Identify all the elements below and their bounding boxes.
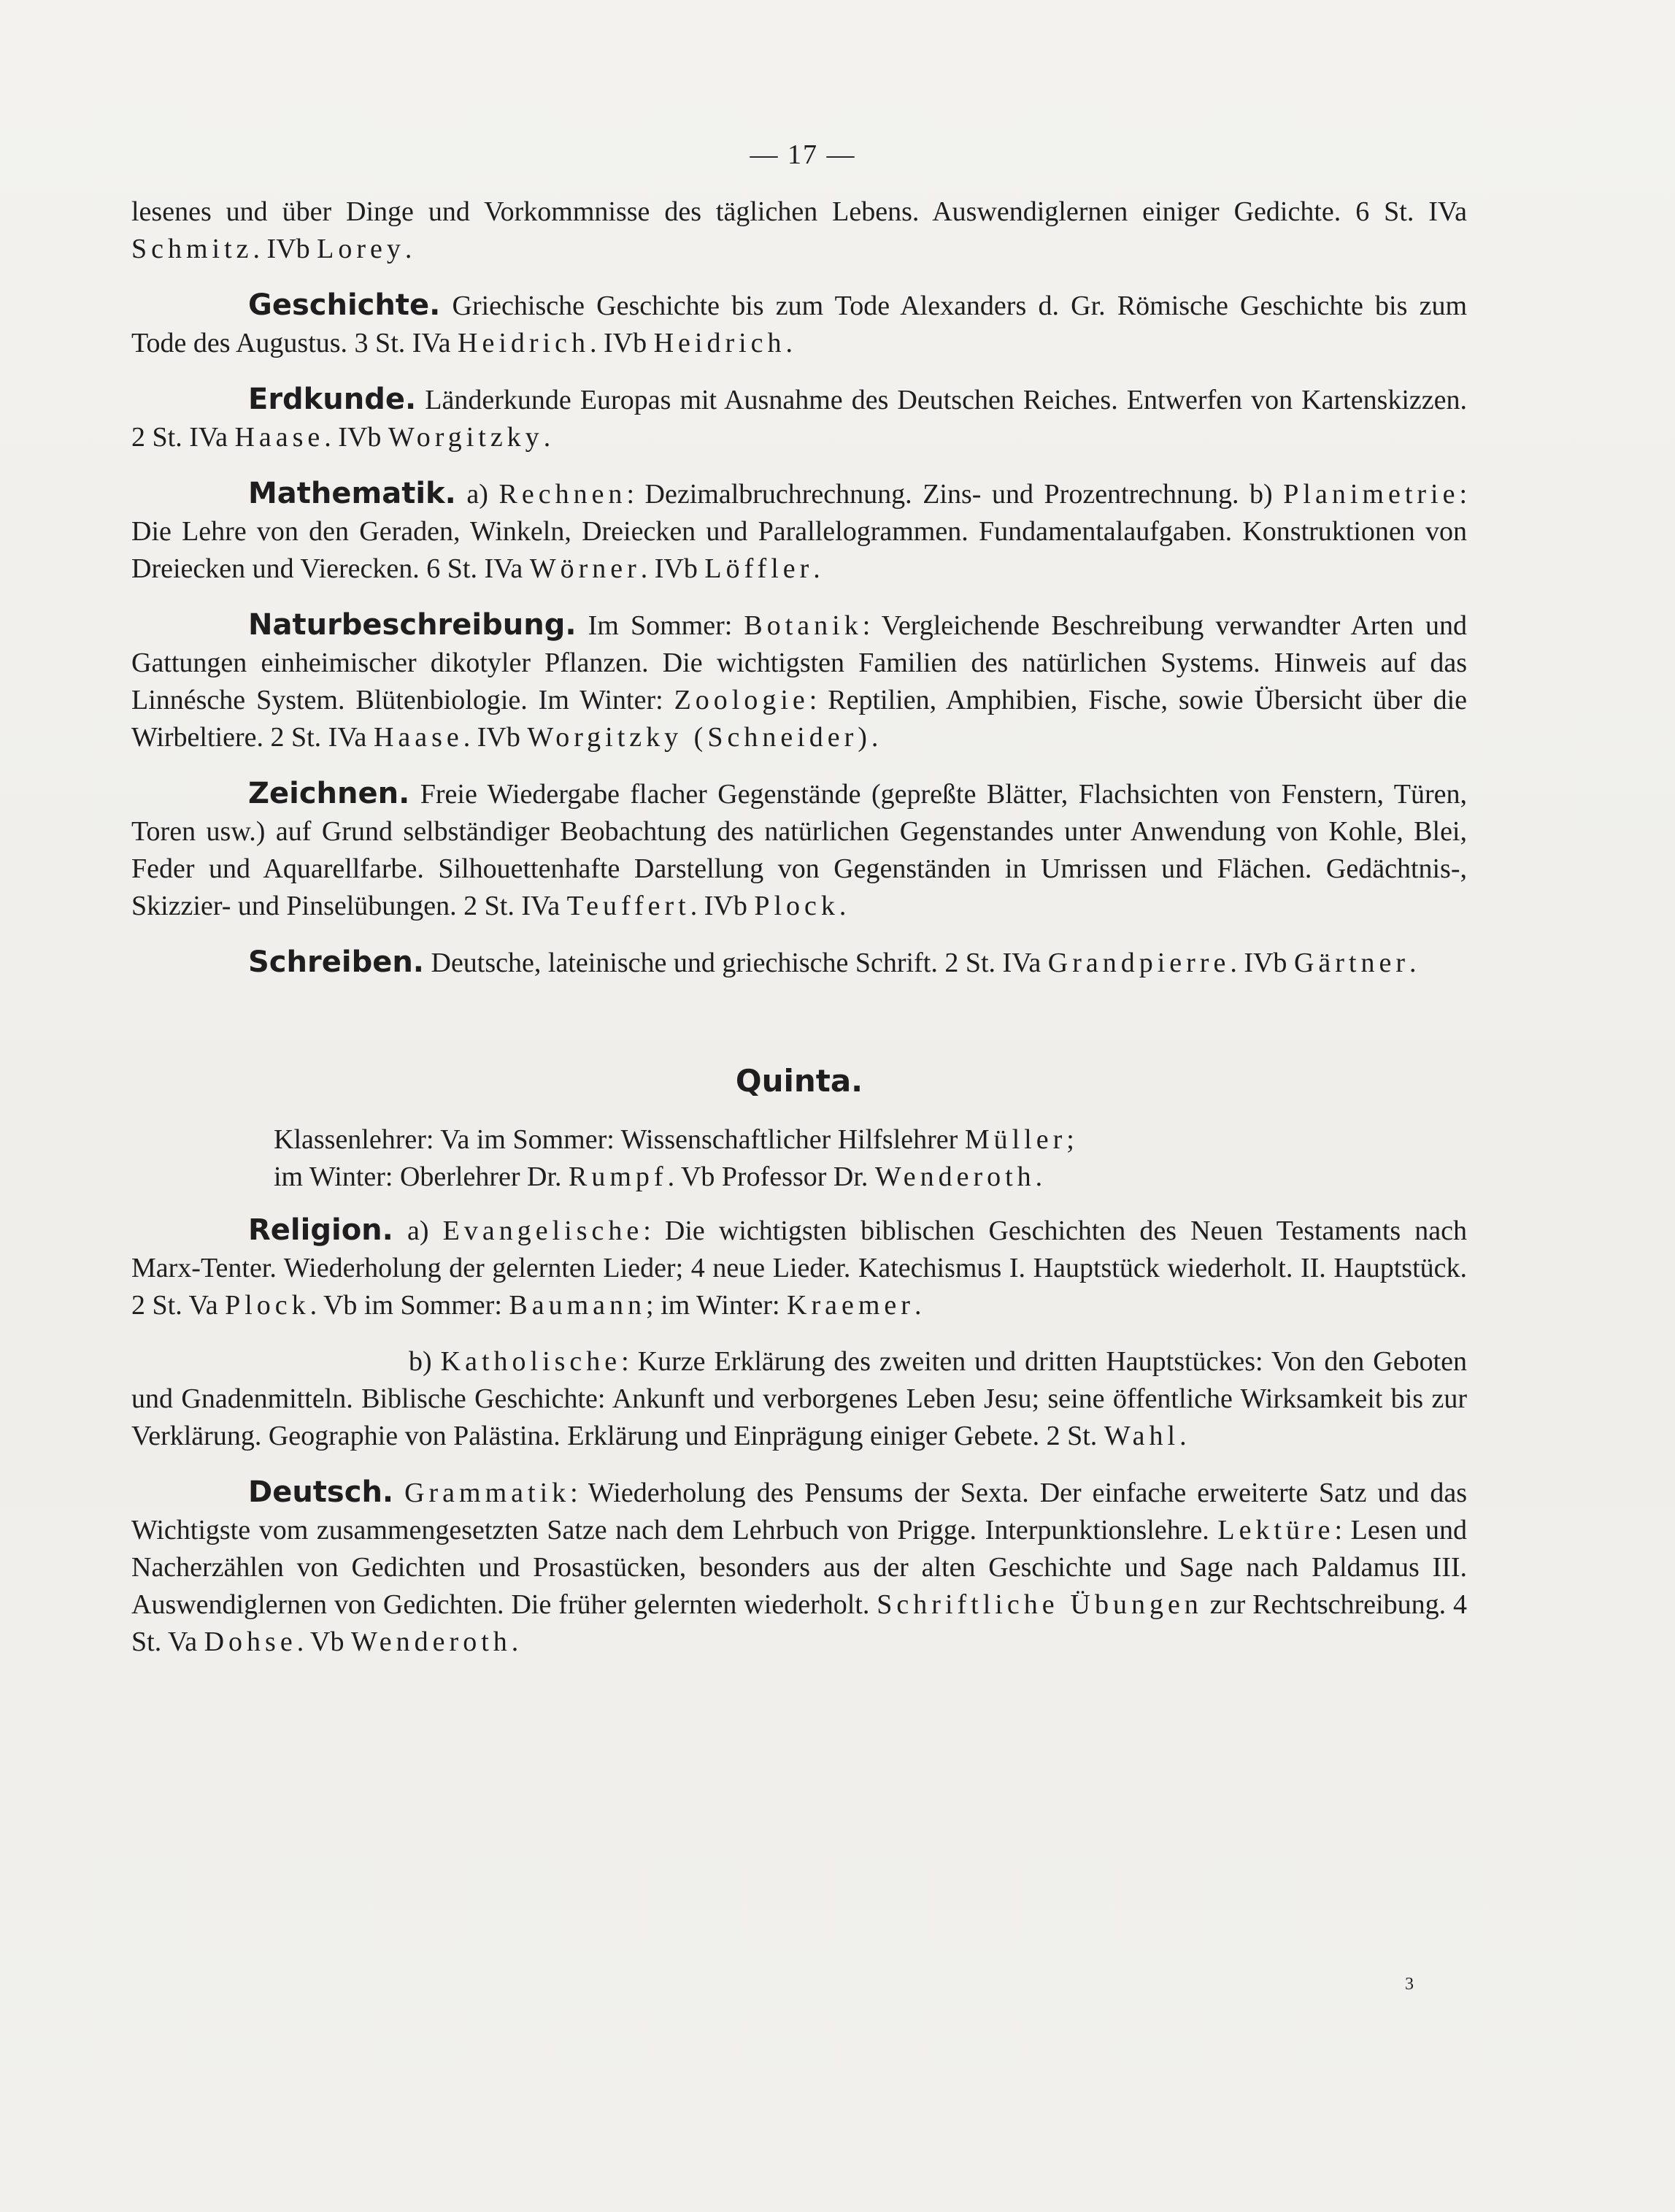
text: . Vb Professor Dr. — [667, 1161, 869, 1192]
teacher-name: Grandpierre — [1047, 948, 1231, 978]
text: im Winter: Oberlehrer Dr. — [274, 1161, 562, 1192]
teacher-name: Löffler — [704, 553, 814, 584]
teacher-name: Dohse — [204, 1627, 297, 1657]
text: . — [404, 234, 412, 264]
text: Klassenlehrer: Va im Sommer: Wissenschaftlicher Hilfslehrer — [274, 1124, 958, 1155]
section-title-quinta: Quinta. — [735, 1063, 863, 1099]
subject-heading: Mathematik. — [248, 477, 456, 510]
text: . IVb — [1230, 948, 1287, 978]
topic-term: Planimetrie — [1283, 479, 1460, 510]
paragraph-erdkunde — [131, 381, 1467, 456]
teacher-name: Plock — [754, 891, 839, 921]
text: a) — [407, 1216, 429, 1246]
subject-heading: Naturbeschreibung. — [248, 608, 577, 642]
text: Griechische Geschichte bis zum Tode Alexanders d. Gr. Römische Geschichte bis zum Tode des Augustus. 3 St. IVa — [131, 291, 1467, 358]
text: : Kurze Erklärung des zweiten und dritten Hauptstückes: Von den Geboten und Gnadenmitteln. Biblische Geschichte: Ankunft und verborgenes Leben Jesu; seine öffentliche Wirksamkeit bis zur Verklärung. Geographie von Palästina. Erklärung und Einprägung einiger Gebete. 2 St. — [131, 1346, 1467, 1451]
signature-mark: 3 — [1405, 1975, 1414, 1994]
teacher-name: Baumann — [509, 1290, 647, 1321]
teacher-name: Teuffert — [566, 891, 690, 921]
text: : Die Lehre von den Geraden, Winkeln, Dreiecken und Parallelogrammen. Fundamentalaufgaben. Konstruktionen von Dreiecken und Vierecken. 6 St. IVa — [131, 479, 1468, 584]
teacher-name: Schmitz — [131, 234, 253, 264]
text: . IVb — [324, 422, 382, 453]
subject-heading: Deutsch. — [248, 1475, 394, 1509]
text: . — [839, 891, 847, 921]
teacher-name: Wenderoth — [874, 1161, 1036, 1192]
paragraph-deutsch — [131, 1474, 1467, 1661]
text: zur Rechtschreibung. 4 St. Va — [131, 1589, 1468, 1657]
text: . IVb — [690, 891, 747, 921]
paragraph-continuation — [131, 193, 1467, 268]
subject-heading: Geschichte. — [248, 288, 441, 322]
text: . IVb — [463, 722, 520, 753]
text: . IVb — [640, 553, 698, 584]
topic-term: Evangelische — [442, 1216, 644, 1246]
text: ; im Winter: — [646, 1290, 780, 1321]
text: : Dezimalbruchrechnung. Zins- und Prozentrechnung. b) — [626, 479, 1273, 510]
text: Länderkunde Europas mit Ausnahme des Deutschen Reiches. Entwerfen von Kartenskizzen. 2 St. IVa — [131, 385, 1468, 453]
paragraph-mathematik — [131, 475, 1467, 588]
text: : Reptilien, Amphibien, Fische, sowie Übersicht über die Wirbeltiere. 2 St. IVa — [131, 685, 1467, 753]
text: b) — [409, 1346, 432, 1377]
text: Freie Wiedergabe flacher Gegenstände (gepreßte Blätter, Flachsichten von Fenstern, Türen, Toren usw.) auf Grund selbständiger Beobachtung des natürlichen Gegenstandes unter Anwendung von Kohle, Blei, Feder und Aquarellfarbe. Silhouettenhafte Darstellung von Gegenständen in Umrissen und Flächen. Gedächtnis-, Skizzier- und Pinselübungen. 2 St. IVa — [131, 779, 1468, 921]
page-number: — 17 — — [750, 139, 856, 170]
paragraph-zeichnen — [131, 775, 1467, 925]
text: . — [1409, 948, 1417, 978]
class-teachers-line — [274, 1159, 1467, 1196]
teacher-name: Kraemer — [787, 1290, 914, 1321]
text: . — [813, 553, 820, 584]
page-content — [131, 193, 1467, 1680]
text: a) — [466, 479, 488, 510]
paragraph-naturbeschreibung — [131, 607, 1467, 756]
text: . — [543, 422, 551, 453]
text: : Lesen und Nacherzählen von Gedichten und Prosastücken, besonders aus der alten Geschichte und Sage nach Paldamus III. Auswendiglernen von Gedichten. Die früher gelernten wiederholt. — [131, 1515, 1468, 1620]
text: : Vergleichende Beschreibung verwandter Arten und Gattungen einheimischer dikotyler Pflanzen. Die wichtigsten Familien des natürlichen Systems. Hinweis auf das Linnésche System. Blütenbiologie. Im Winter: — [131, 610, 1468, 715]
text: : Die wichtigsten biblischen Geschichten des Neuen Testaments nach Marx-Tenter. Wiederholung der gelernten Lieder; 4 neue Lieder. Katechismus I. Hauptstück wiederholt. II. Hauptstück. 2 St. Va — [131, 1216, 1468, 1321]
text: . IVb — [589, 328, 647, 358]
teacher-name: Wörner — [529, 553, 641, 584]
teacher-name: Haase — [373, 722, 463, 753]
teacher-name: Worgitzky (Schneider) — [527, 722, 871, 753]
subject-heading: Erdkunde. — [248, 383, 417, 416]
text: Deutsche, lateinische und griechische Schrift. 2 St. IVa — [431, 948, 1041, 978]
text: . — [1035, 1161, 1043, 1192]
paragraph-schreiben — [131, 944, 1467, 982]
subject-heading: Zeichnen. — [248, 777, 410, 810]
teacher-name: Worgitzky — [388, 422, 544, 453]
subject-heading: Religion. — [248, 1213, 393, 1247]
text: : Wiederholung des Pensums der Sexta. Der einfache erweiterte Satz und das Wichtigste vom zusammengesetzten Satze nach dem Lehrbuch von Prigge. Interpunktionslehre. — [131, 1478, 1467, 1545]
text: . — [785, 328, 793, 358]
subject-heading: Schreiben. — [248, 945, 424, 979]
text: . — [1179, 1421, 1187, 1451]
teacher-name: Heidrich — [458, 328, 590, 358]
text: . — [511, 1627, 519, 1657]
topic-term: Grammatik — [404, 1478, 571, 1508]
text: Im Sommer: — [588, 610, 733, 641]
text: . Vb — [296, 1627, 344, 1657]
text: . — [914, 1290, 922, 1321]
teacher-name: Plock — [225, 1290, 310, 1321]
text: . Vb im Sommer: — [309, 1290, 502, 1321]
text: ; — [1066, 1124, 1074, 1155]
topic-term: Lektüre — [1217, 1515, 1335, 1545]
topic-term: Katholische — [440, 1346, 622, 1377]
text: lesenes und über Dinge und Vorkommnisse des täglichen Lebens. Auswendiglernen einiger Gedichte. 6 St. IVa — [131, 196, 1467, 227]
teacher-name: Haase — [234, 422, 325, 453]
class-teachers-line — [274, 1121, 1467, 1159]
topic-term: Zoologie — [674, 685, 809, 715]
class-teachers — [131, 1121, 1467, 1196]
teacher-name: Gärtner — [1293, 948, 1409, 978]
teacher-name: Müller — [964, 1124, 1067, 1155]
paragraph-religion-katholisch — [131, 1343, 1467, 1455]
text: . — [871, 722, 879, 753]
topic-term: Schriftliche Übungen — [877, 1589, 1203, 1620]
topic-term: Rechnen — [498, 479, 627, 510]
teacher-name: Heidrich — [653, 328, 786, 358]
teacher-name: Rumpf — [569, 1161, 668, 1192]
topic-term: Botanik — [744, 610, 863, 641]
teacher-name: Lorey — [317, 234, 405, 264]
paragraph-geschichte — [131, 287, 1467, 362]
teacher-name: Wenderoth — [350, 1627, 512, 1657]
teacher-name: Wahl — [1104, 1421, 1180, 1451]
paragraph-religion — [131, 1212, 1467, 1324]
text: . IVb — [253, 234, 310, 264]
